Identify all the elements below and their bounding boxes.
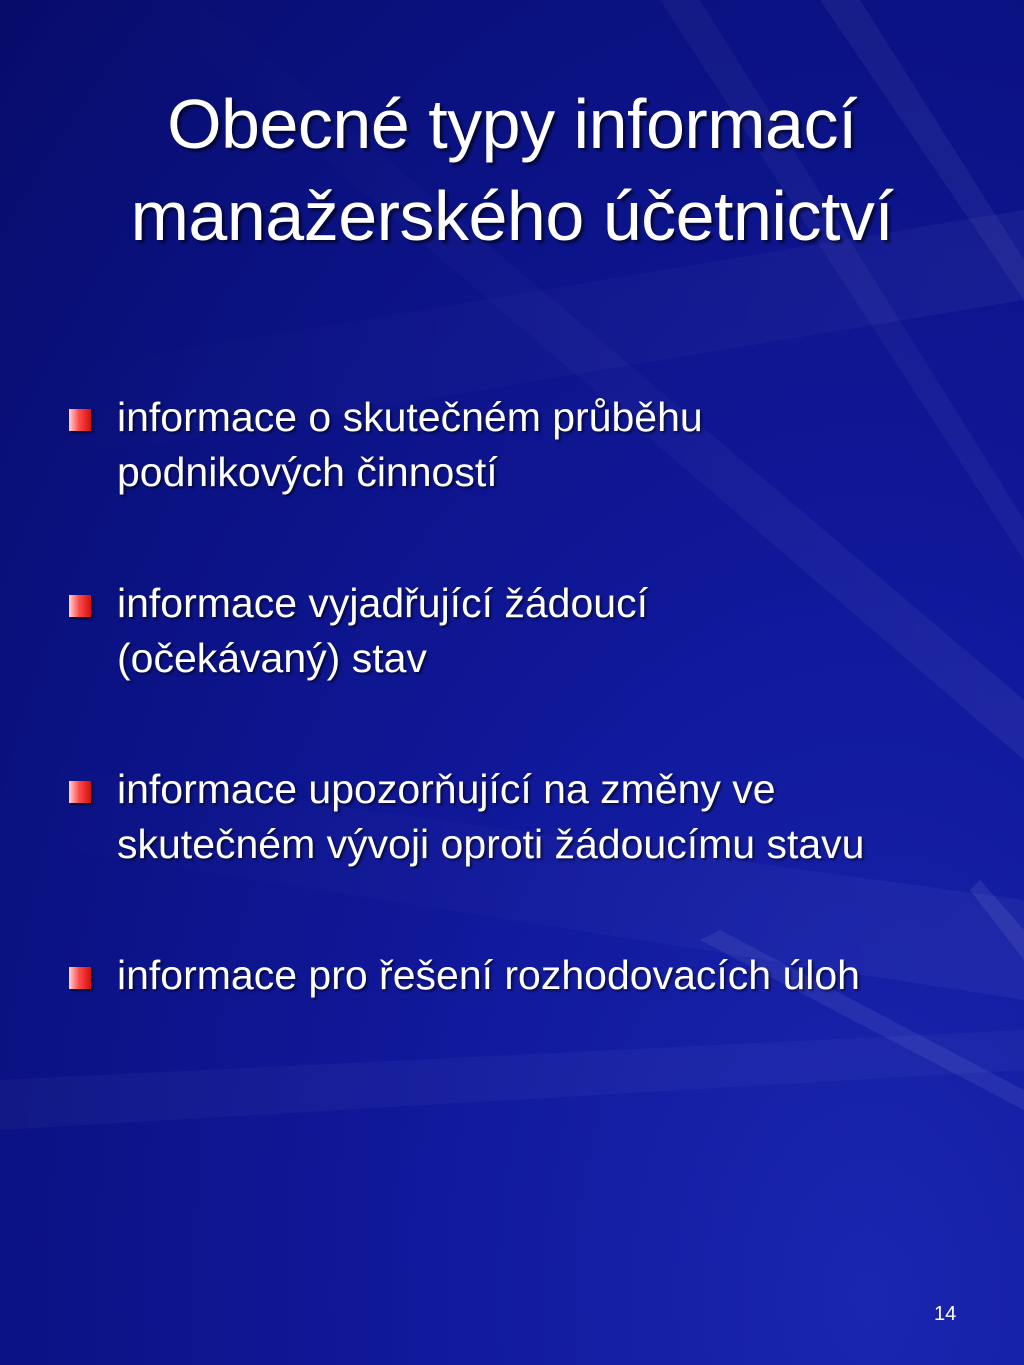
bullet-text-line: informace o skutečném průběhu: [117, 394, 703, 440]
bullet-text: [117, 762, 997, 872]
page-number: 14: [934, 1303, 957, 1325]
bullet-text-line: (očekávaný) stav: [117, 635, 427, 681]
bullet-text-line: informace vyjadřující žádoucí: [117, 580, 648, 626]
bullet-text: [117, 390, 997, 500]
bullet-text-line: skutečném vývoji oproti žádoucímu stavu: [117, 821, 865, 867]
slide-title-line-1: Obecné typy informací: [167, 85, 857, 163]
slide-title: [0, 78, 1024, 262]
bullet-text-line: informace pro řešení rozhodovacích úloh: [117, 952, 860, 998]
bullet-text-line: informace upozorňující na změny ve: [117, 766, 776, 812]
bullet-square-icon: [69, 781, 91, 803]
bullet-text-line: podnikových činností: [117, 449, 498, 495]
slide-title-line-2: manažerského účetnictví: [130, 177, 894, 255]
bullet-square-icon: [69, 409, 91, 431]
bullet-text: [117, 576, 997, 686]
bullet-text: [117, 948, 997, 1003]
bullet-square-icon: [69, 967, 91, 989]
bullet-square-icon: [69, 595, 91, 617]
